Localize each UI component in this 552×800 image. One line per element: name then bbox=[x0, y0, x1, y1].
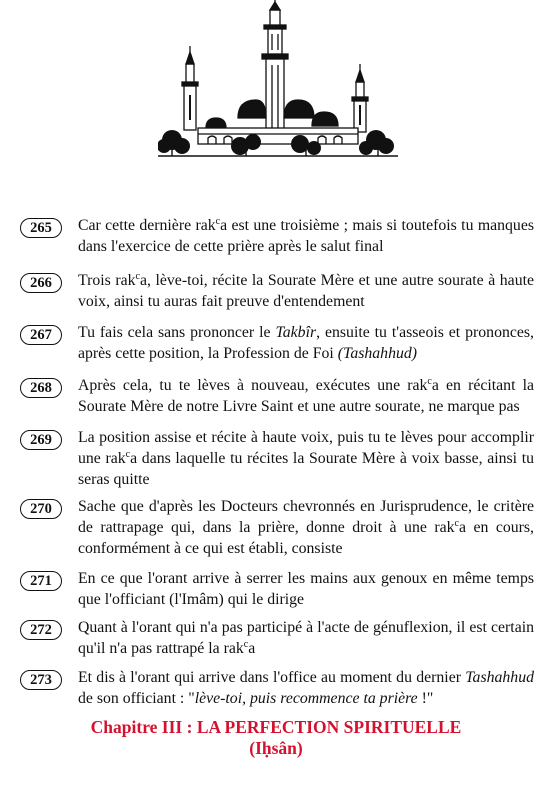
verse-number: 265 bbox=[20, 218, 62, 238]
verse-number: 266 bbox=[20, 273, 62, 293]
verse-number: 270 bbox=[20, 499, 62, 519]
chapter-heading bbox=[0, 717, 552, 759]
chapter-subtitle: (Iḥsân) bbox=[249, 738, 303, 758]
verse-number: 273 bbox=[20, 670, 62, 690]
verse-text: Trois rak$^c$a, lève-toi, récite la Sourate Mère et une autre sourate à haute voix, ainsi tu auras fait preuve d'entendement bbox=[78, 271, 534, 310]
chapter-title: Chapitre III : LA PERFECTION SPIRITUELLE bbox=[90, 717, 462, 737]
verse-text: Quant à l'orant qui n'a pas participé à l'acte de génuflexion, il est certain qu'il n'a pas rattrapé la rak$^c$a bbox=[78, 619, 534, 657]
verse-text: Après cela, tu te lèves à nouveau, exécutes une rak$^c$a en récitant la Sourate Mère de notre Livre Saint et une autre sourate, ne marque pas bbox=[78, 376, 535, 415]
verse-text: En ce que l'orant arrive à serrer les mains aux genoux en même temps que l'officiant (l'Imâm) qui le dirige bbox=[78, 570, 534, 608]
verse-number: 268 bbox=[20, 378, 62, 398]
verse-number: 267 bbox=[20, 325, 62, 345]
verse-text: Car cette dernière rak$^c$a est une troisième ; mais si toutefois tu manques dans l'exercice de cette prière après le salut final bbox=[78, 216, 534, 255]
verse-text: Sache que d'après les Docteurs chevronnés en Jurisprudence, le critère de rattrapage qui, dans la prière, donne droit à une rak$^c$a en cours, conformément à ce qui est établi, consiste bbox=[78, 498, 534, 557]
mosque-illustration-icon bbox=[158, 0, 398, 172]
verse-text: Et dis à l'orant qui arrive dans l'office au moment du dernier Tashahhud de son officiant : "lève-toi, puis recommence ta prière !" bbox=[78, 669, 534, 707]
verse-number: 269 bbox=[20, 430, 62, 450]
verse-text: Tu fais cela sans prononcer le Takbîr, ensuite tu t'asseois et prononces, après cette position, la Profession de Foi (Tashahhud) bbox=[78, 324, 534, 362]
verse-text: La position assise et récite à haute voix, puis tu te lèves pour accomplir une rak$^c$a dans laquelle tu récites la Sourate Mère à voix basse, ainsi tu seras quitte bbox=[78, 429, 534, 488]
verse-number: 271 bbox=[20, 571, 62, 591]
verse-number: 272 bbox=[20, 620, 62, 640]
